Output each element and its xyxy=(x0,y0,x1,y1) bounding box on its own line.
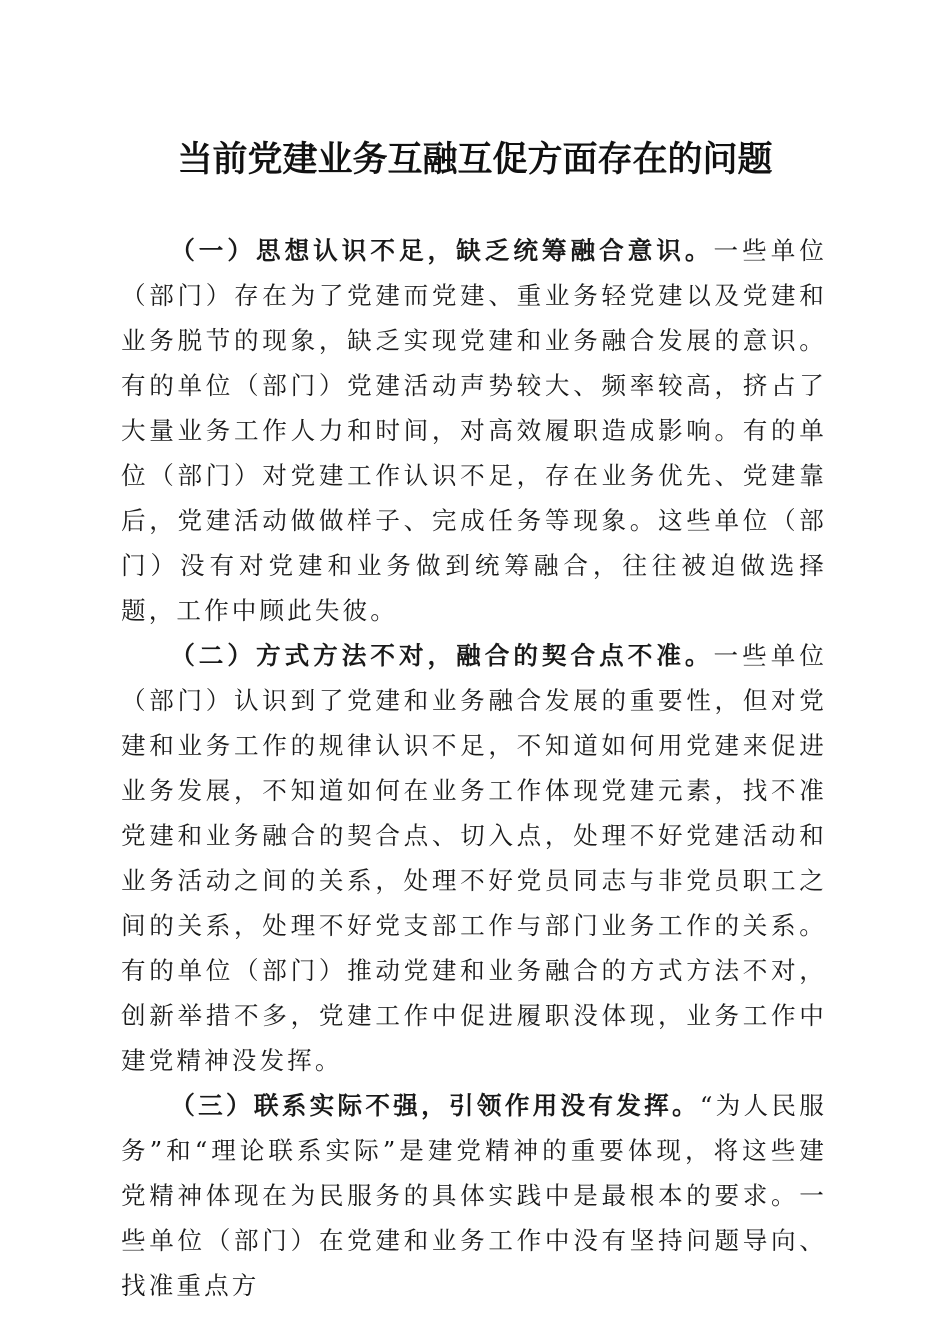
paragraph-2 xyxy=(121,633,827,1083)
paragraph-1-heading: （一）思想认识不足，缺乏统筹融合意识。 xyxy=(170,236,714,265)
paragraph-2-body: 一些单位（部门）认识到了党建和业务融合发展的重要性，但对党建和业务工作的规律认识不足，不知道如何用党建来促进业务发展，不知道如何在业务工作体现党建元素，找不准党建和业务融合的契合点、切入点，处理不好党建活动和业务活动之间的关系，处理不好党员同志与非党员职工之间的关系，处理不好党支部工作与部门业务工作的关系。有的单位（部门）推动党建和业务融合的方式方法不对，创新举措不多，党建工作中促进履职没体现，业务工作中建党精神没发挥。 xyxy=(121,641,827,1075)
paragraph-3-body: “为人民服务”和“理论联系实际”是建党精神的重要体现，将这些建党精神体现在为民服务的具体实践中是最根本的要求。一些单位（部门）在党建和业务工作中没有坚持问题导向、找准重点方 xyxy=(121,1091,828,1300)
paragraph-1 xyxy=(121,228,827,633)
paragraph-3-heading: （三）联系实际不强，引领作用没有发挥。 xyxy=(170,1091,700,1120)
document-body xyxy=(121,228,827,1308)
paragraph-2-heading: （二）方式方法不对，融合的契合点不准。 xyxy=(170,641,714,670)
paragraph-3 xyxy=(121,1083,827,1308)
paragraph-1-body: 一些单位（部门）存在为了党建而党建、重业务轻党建以及党建和业务脱节的现象，缺乏实现党建和业务融合发展的意识。有的单位（部门）党建活动声势较大、频率较高，挤占了大量业务工作人力和时间，对高效履职造成影响。有的单位（部门）对党建工作认识不足，存在业务优先、党建靠后，党建活动做做样子、完成任务等现象。这些单位（部门）没有对党建和业务做到统筹融合，往往被迫做选择题，工作中顾此失彼。 xyxy=(121,236,827,625)
document-title: 当前党建业务互融互促方面存在的问题 xyxy=(177,139,773,180)
